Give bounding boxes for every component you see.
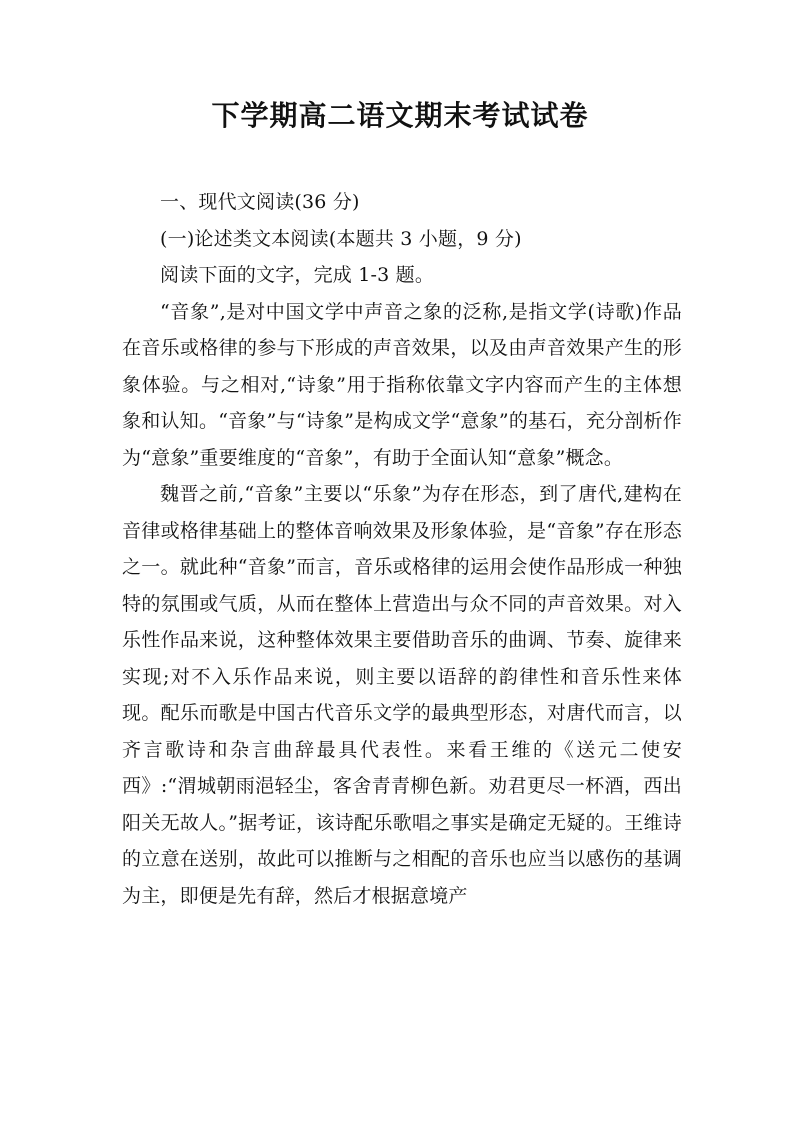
document-title: 下学期高二语文期末考试试卷 — [211, 99, 589, 132]
paragraph-2: 魏晋之前,“音象”主要以“乐象”为存在形态，到了唐代,建构在音律或格律基础上的整体音响效果及形象体验，是“音象”存在形态之一。就此种“音象”而言，音乐或格律的运用会使作品形成一种独特的氛围或气质，从而在整体上营造出与众不同的声音效果。对入乐性作品来说，这种整体效果主要借助音乐的曲调、节奏、旋律来实现;对不入乐作品来说，则主要以语辞的韵律性和音乐性来体现。配乐而歌是中国古代音乐文学的最典型形态，对唐代而言，以齐言歌诗和杂言曲辞最具代表性。来看王维的《送元二使安西》:“渭城朝雨浥轻尘，客舍青青柳色新。劝君更尽一杯酒，西出阳关无故人。”据考证，该诗配乐歌唱之事实是确定无疑的。王维诗的立意在送别，故此可以推断与之相配的音乐也应当以感伤的基调为主，即便是先有辞，然后才根据意境产 — [122, 483, 682, 907]
subsection-heading: (一)论述类文本阅读(本题共 3 小题，9 分) — [160, 227, 522, 250]
section-heading: 一、现代文阅读(36 分) — [160, 191, 360, 213]
paragraph-1: “音象”,是对中国文学中声音之象的泛称,是指文学(诗歌)作品在音乐或格律的参与下形成的声音效果，以及由声音效果产生的形象体验。与之相对,“诗象”用于指称依靠文字内容而产生的主体想象和认知。“音象”与“诗象”是构成文学“意象”的基石，充分剖析作为“意象”重要维度的“音象”，有助于全面认知“意象”概念。 — [122, 300, 682, 469]
reading-instruction: 阅读下面的文字，完成 1-3 题。 — [160, 264, 435, 286]
document-body — [122, 184, 682, 914]
